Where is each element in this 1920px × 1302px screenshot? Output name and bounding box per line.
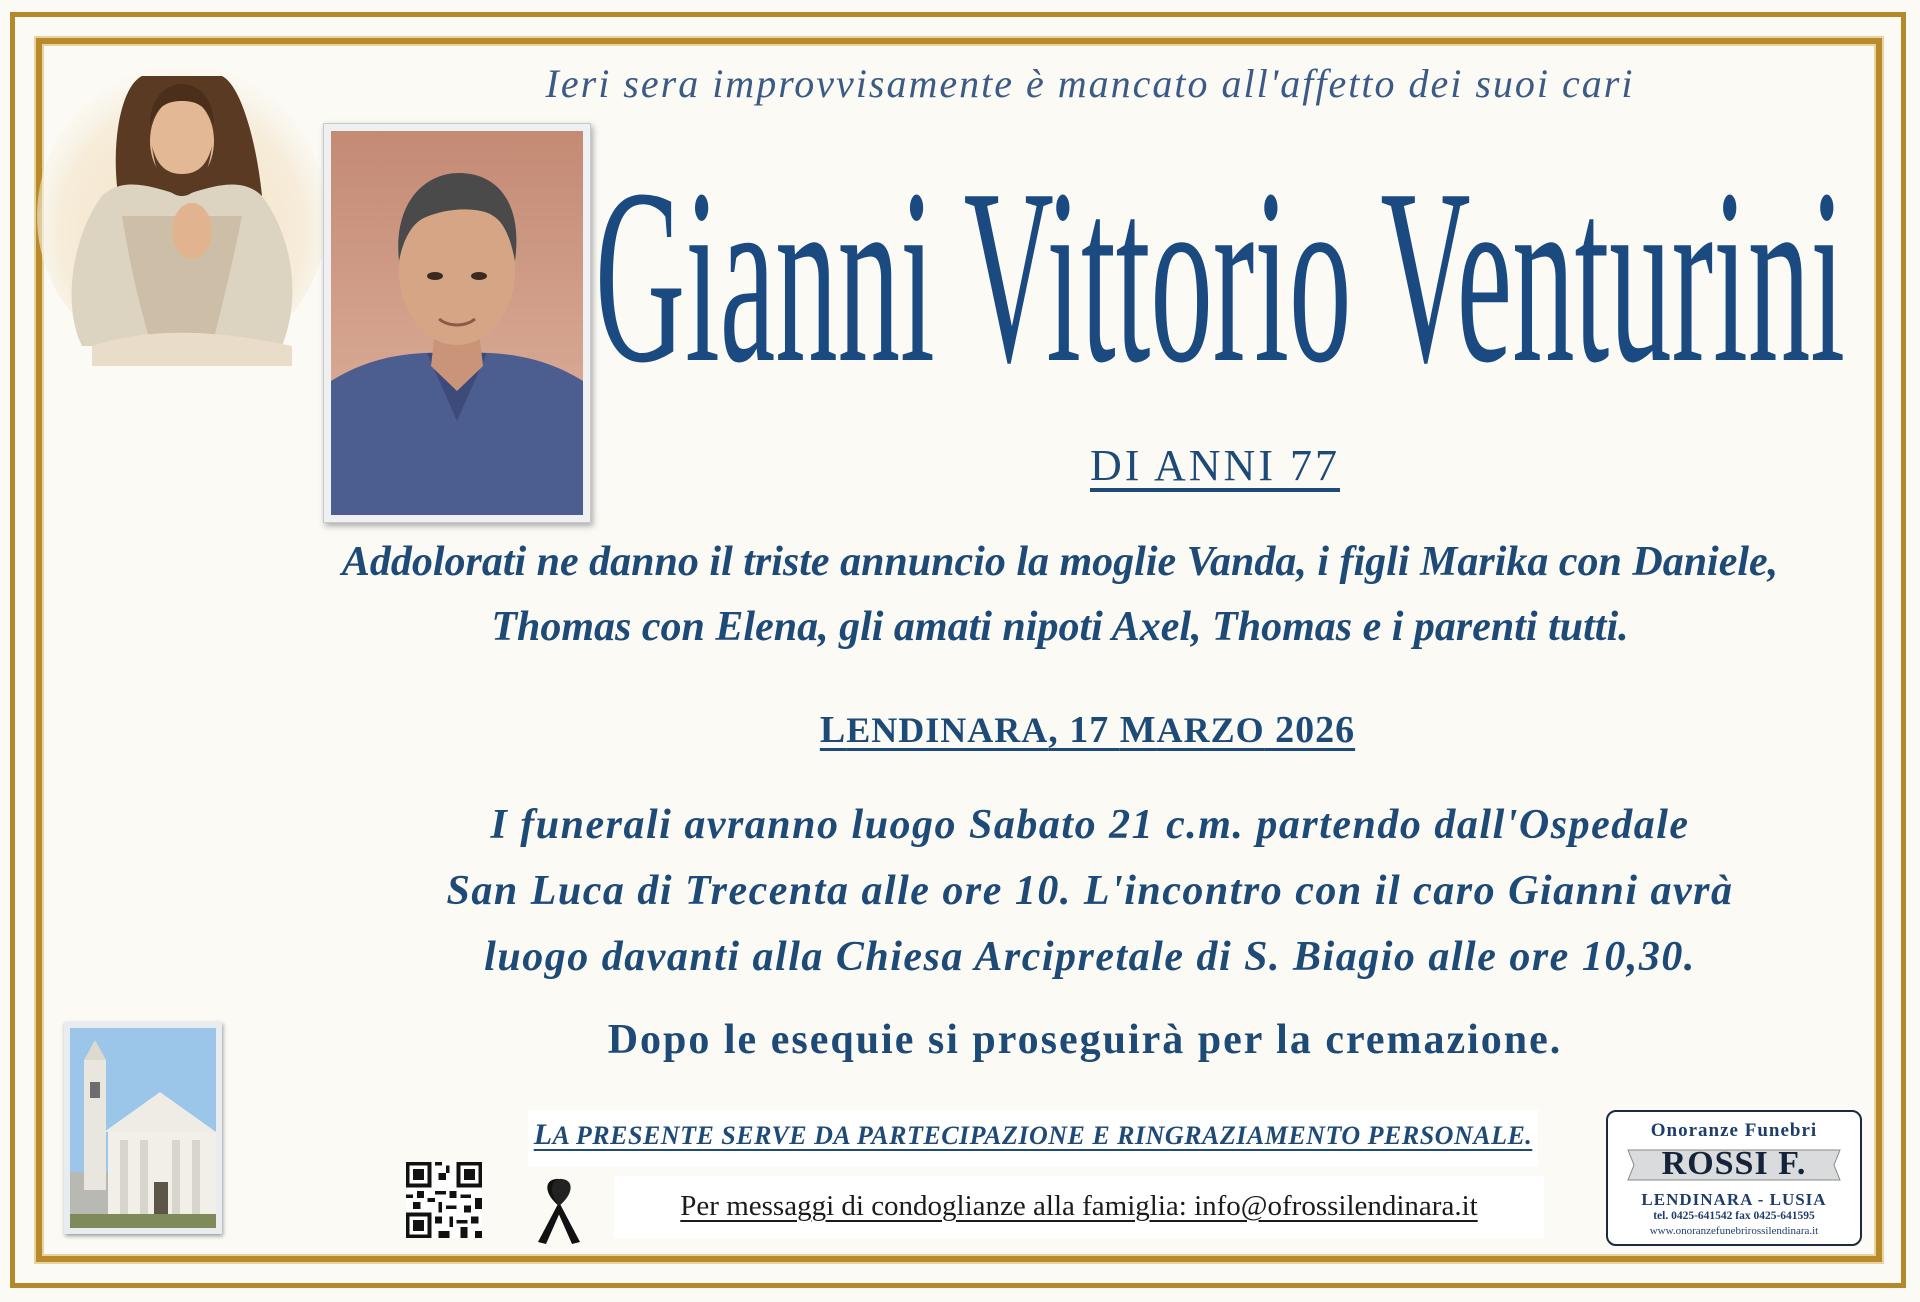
- church-photo: [64, 1022, 222, 1234]
- funeral-home-name: ROSSI F.: [1661, 1145, 1807, 1182]
- month-initial: M: [1119, 709, 1157, 751]
- place-rest: ENDINARA: [846, 710, 1049, 750]
- date-year: 2026: [1264, 709, 1356, 751]
- notice-initial: L: [533, 1118, 553, 1151]
- announcement-line-2: Thomas con Elena, gli amati nipoti Axel, Thomas e i parenti tutti.: [491, 604, 1629, 650]
- mourning-ribbon-icon: [534, 1176, 584, 1246]
- condolence-messages[interactable]: Per messaggi di condoglianze alla famiglia: info@ofrossilendinara.it: [680, 1190, 1478, 1222]
- cremation-note: Dopo le esequie si proseguirà per la cremazione.: [607, 1017, 1563, 1063]
- age-label: DI ANNI 77: [1090, 441, 1340, 490]
- funeral-line-2: San Luca di Trecenta alle ore 10. L'incontro con il caro Gianni avrà: [446, 868, 1734, 914]
- place-date: [0, 708, 1920, 752]
- portrait-photo: [323, 123, 591, 523]
- funeral-home-location: LENDINARA - LUSIA: [1641, 1190, 1827, 1209]
- funeral-line-1: I funerali avranno luogo Sabato 21 c.m. partendo dall'Ospedale: [490, 802, 1690, 848]
- deceased-name: [595, 128, 1855, 388]
- place-initial: L: [819, 709, 847, 751]
- deceased-name-text: Gianni Vittorio Venturini: [595, 138, 1845, 388]
- praying-jesus-illustration: [32, 46, 322, 366]
- intro-text: Ieri sera improvvisamente è mancato all'affetto dei suoi cari: [545, 61, 1635, 106]
- announcement-line-1: Addolorati ne danno il triste annuncio la moglie Vanda, i figli Marika con Daniele,: [341, 539, 1779, 585]
- funeral-home-phones: tel. 0425-641542 fax 0425-641595: [1653, 1210, 1815, 1222]
- month-rest: ARZO: [1156, 710, 1265, 750]
- funeral-line-3: luogo davanti alla Chiesa Arcipretale di S. Biagio alle ore 10,30.: [484, 934, 1696, 980]
- notice-rest: A PRESENTE SERVE DA PARTECIPAZIONE E RINGRAZIAMENTO PERSONALE.: [552, 1121, 1533, 1150]
- date-day: , 17: [1048, 709, 1120, 751]
- funeral-home-website[interactable]: www.onoranzefunebrirossilendinara.it: [1649, 1225, 1819, 1237]
- portrait-image: [331, 131, 583, 515]
- funeral-home-logo: [1606, 1110, 1862, 1246]
- notice-text: [528, 1118, 1538, 1152]
- funeral-home-title: Onoranze Funebri: [1650, 1120, 1818, 1141]
- qr-code-icon[interactable]: [406, 1162, 482, 1238]
- funeral-info: [0, 792, 1920, 990]
- announcement: [190, 530, 1920, 660]
